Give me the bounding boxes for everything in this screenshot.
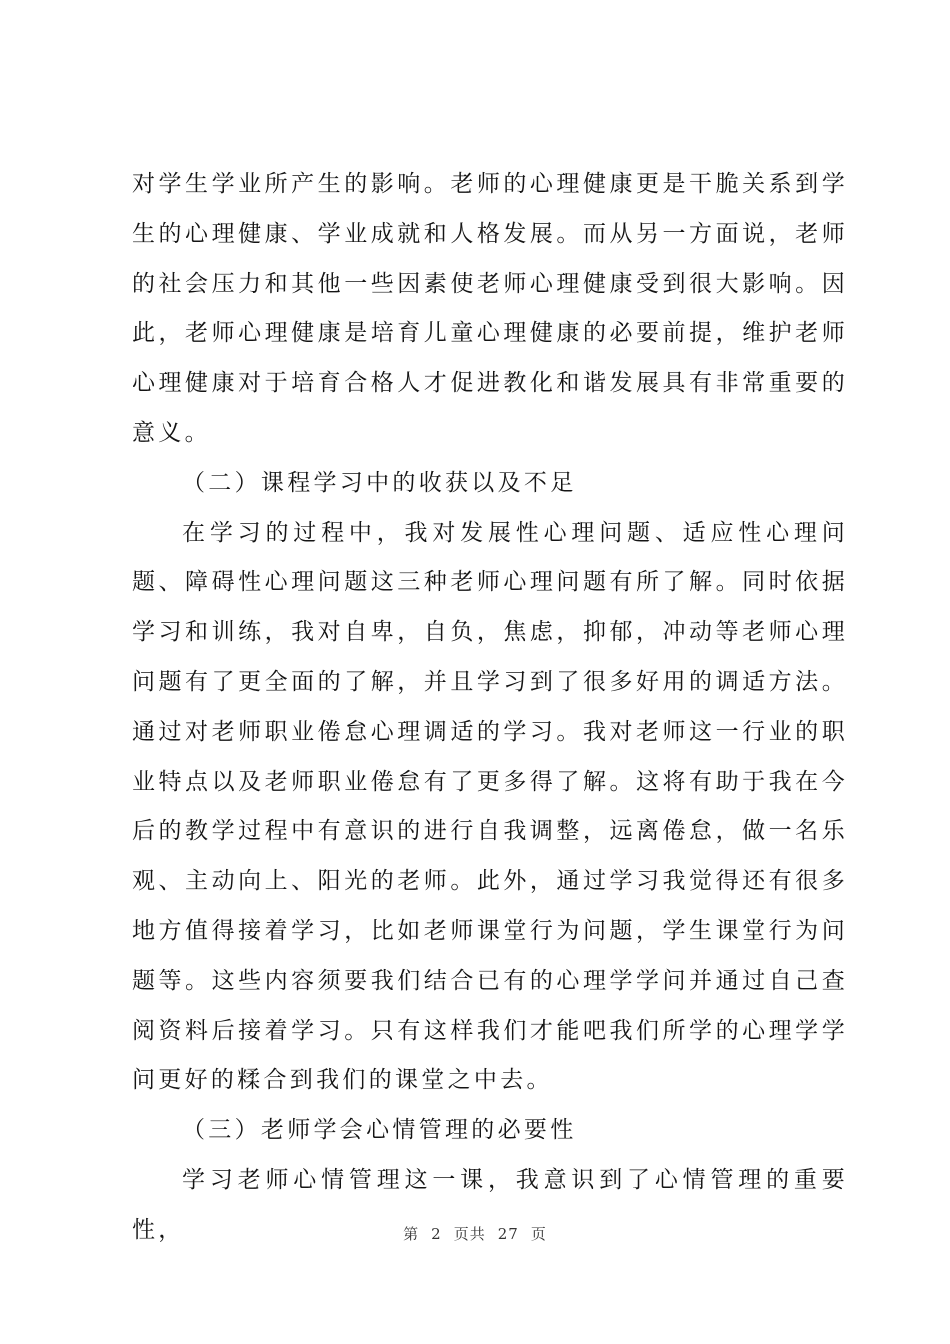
paragraph-continued: 对学生学业所产生的影响。老师的心理健康更是干脆关系到学生的心理健康、学业成就和人格发展。而从另一方面说，老师的社会压力和其他一些因素使老师心理健康受到很大影响。因此，老师心理健康是培育儿童心理健康的必要前提，维护老师心理健康对于培育合格人才促进教化和谐发展具有非常重要的意义。 [132, 171, 848, 446]
page-footer [0, 1223, 950, 1244]
document-body [132, 160, 848, 1256]
section-heading-3: （三）老师学会心情管理的必要性 [182, 1117, 577, 1144]
section-heading-2: （二）课程学习中的收获以及不足 [182, 469, 577, 496]
footer-middle: 页共 [453, 1225, 486, 1243]
footer-current-page: 2 [431, 1225, 442, 1243]
paragraph-emotion-management: 学习老师心情管理这一课，我意识到了心情管理的重要性， [132, 1166, 848, 1243]
footer-prefix: 第 [403, 1225, 420, 1243]
footer-total-pages: 27 [497, 1225, 519, 1243]
footer-suffix: 页 [530, 1225, 547, 1243]
paragraph-learning-gains: 在学习的过程中，我对发展性心理问题、适应性心理问题、障碍性心理问题这三种老师心理问题有所了解。同时依据学习和训练，我对自卑，自负，焦虑，抑郁，冲动等老师心理问题有了更全面的了解，并且学习到了很多好用的调适方法。通过对老师职业倦怠心理调适的学习。我对老师这一行业的职业特点以及老师职业倦怠有了更多得了解。这将有助于我在今后的教学过程中有意识的进行自我调整，远离倦怠，做一名乐观、主动向上、阳光的老师。此外，通过学习我觉得还有很多地方值得接着学习，比如老师课堂行为问题，学生课堂行为问题等。这些内容须要我们结合已有的心理学学问并通过自己查阅资料后接着学习。只有这样我们才能吧我们所学的心理学学问更好的糅合到我们的课堂之中去。 [132, 519, 848, 1094]
